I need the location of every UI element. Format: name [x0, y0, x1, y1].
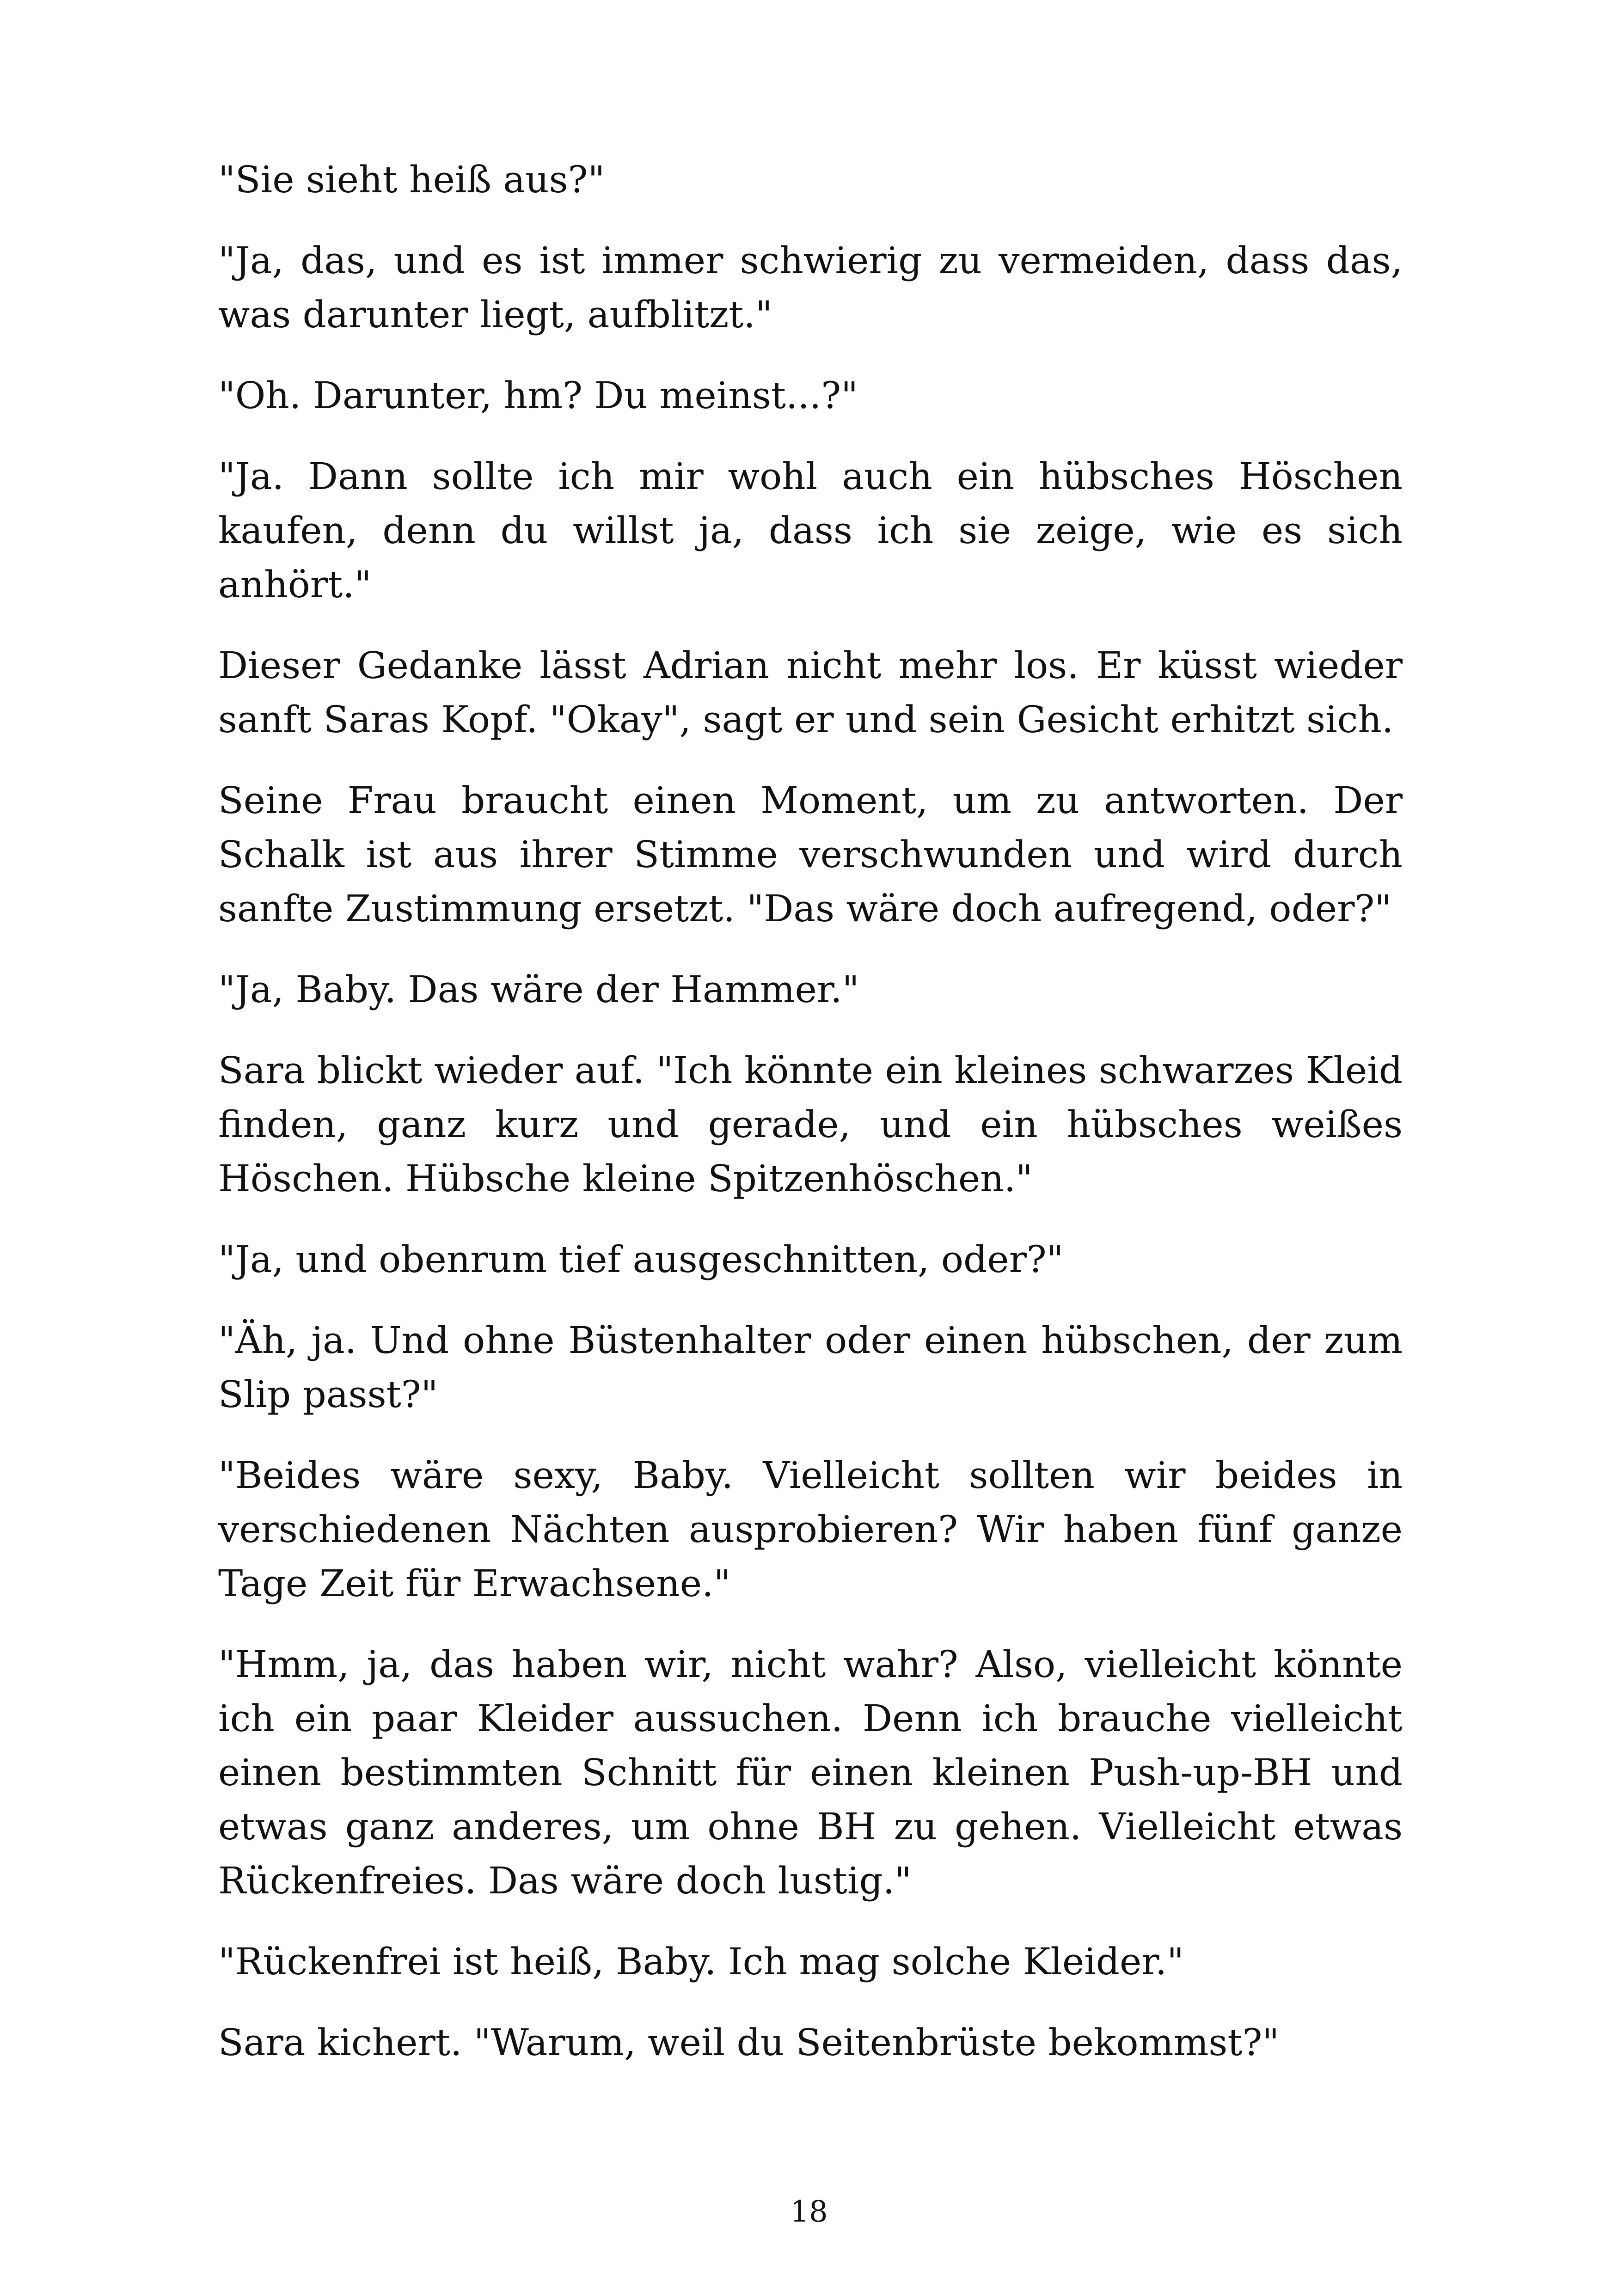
page-number: 18 — [790, 2195, 828, 2229]
paragraph: "Sie sieht heiß aus?" — [218, 158, 605, 201]
paragraph: "Ja. Dann sollte ich mir wohl auch ein hübsches Höschen kaufen, denn du willst ja, dass ich sie zeige, wie es sich anhört." — [218, 455, 1403, 606]
paragraph: "Oh. Darunter, hm? Du meinst...?" — [218, 374, 858, 417]
paragraph: "Beides wäre sexy, Baby. Vielleicht sollten wir beides in verschiedenen Nächten ausprobieren? Wir haben fünf ganze Tage Zeit für Erwachsene." — [218, 1454, 1403, 1605]
paragraph: "Ja, das, und es ist immer schwierig zu vermeiden, dass das, was darunter liegt, aufblitzt." — [218, 239, 1403, 336]
page-body — [218, 153, 1403, 2096]
paragraph: Dieser Gedanke lässt Adrian nicht mehr los. Er küsst wieder sanft Saras Kopf. "Okay", sagt er und sein Gesicht erhitzt sich. — [218, 644, 1403, 741]
paragraph: Sara kichert. "Warum, weil du Seitenbrüste bekommst?" — [218, 2021, 1280, 2064]
paragraph: Seine Frau braucht einen Moment, um zu antworten. Der Schalk ist aus ihrer Stimme verschwunden und wird durch sanfte Zustimmung ersetzt. "Das wäre doch aufregend, oder?" — [218, 779, 1403, 930]
paragraph: "Ja, und obenrum tief ausgeschnitten, oder?" — [218, 1238, 1064, 1281]
paragraph: "Rückenfrei ist heiß, Baby. Ich mag solche Kleider." — [218, 1940, 1184, 1983]
paragraph: "Hmm, ja, das haben wir, nicht wahr? Also, vielleicht könnte ich ein paar Kleider aussuchen. Denn ich brauche vielleicht einen bestimmten Schnitt für einen kleinen Push-up-BH und etwas ganz anderes, um ohne BH zu gehen. Vielleicht etwas Rückenfreies. Das wäre doch lustig." — [218, 1643, 1403, 1902]
paragraph: Sara blickt wieder auf. "Ich könnte ein kleines schwarzes Kleid finden, ganz kurz und gerade, und ein hübsches weißes Höschen. Hübsche kleine Spitzenhöschen." — [218, 1049, 1403, 1200]
paragraph: "Äh, ja. Und ohne Büstenhalter oder einen hübschen, der zum Slip passt?" — [218, 1319, 1403, 1416]
paragraph: "Ja, Baby. Das wäre der Hammer." — [218, 968, 859, 1011]
